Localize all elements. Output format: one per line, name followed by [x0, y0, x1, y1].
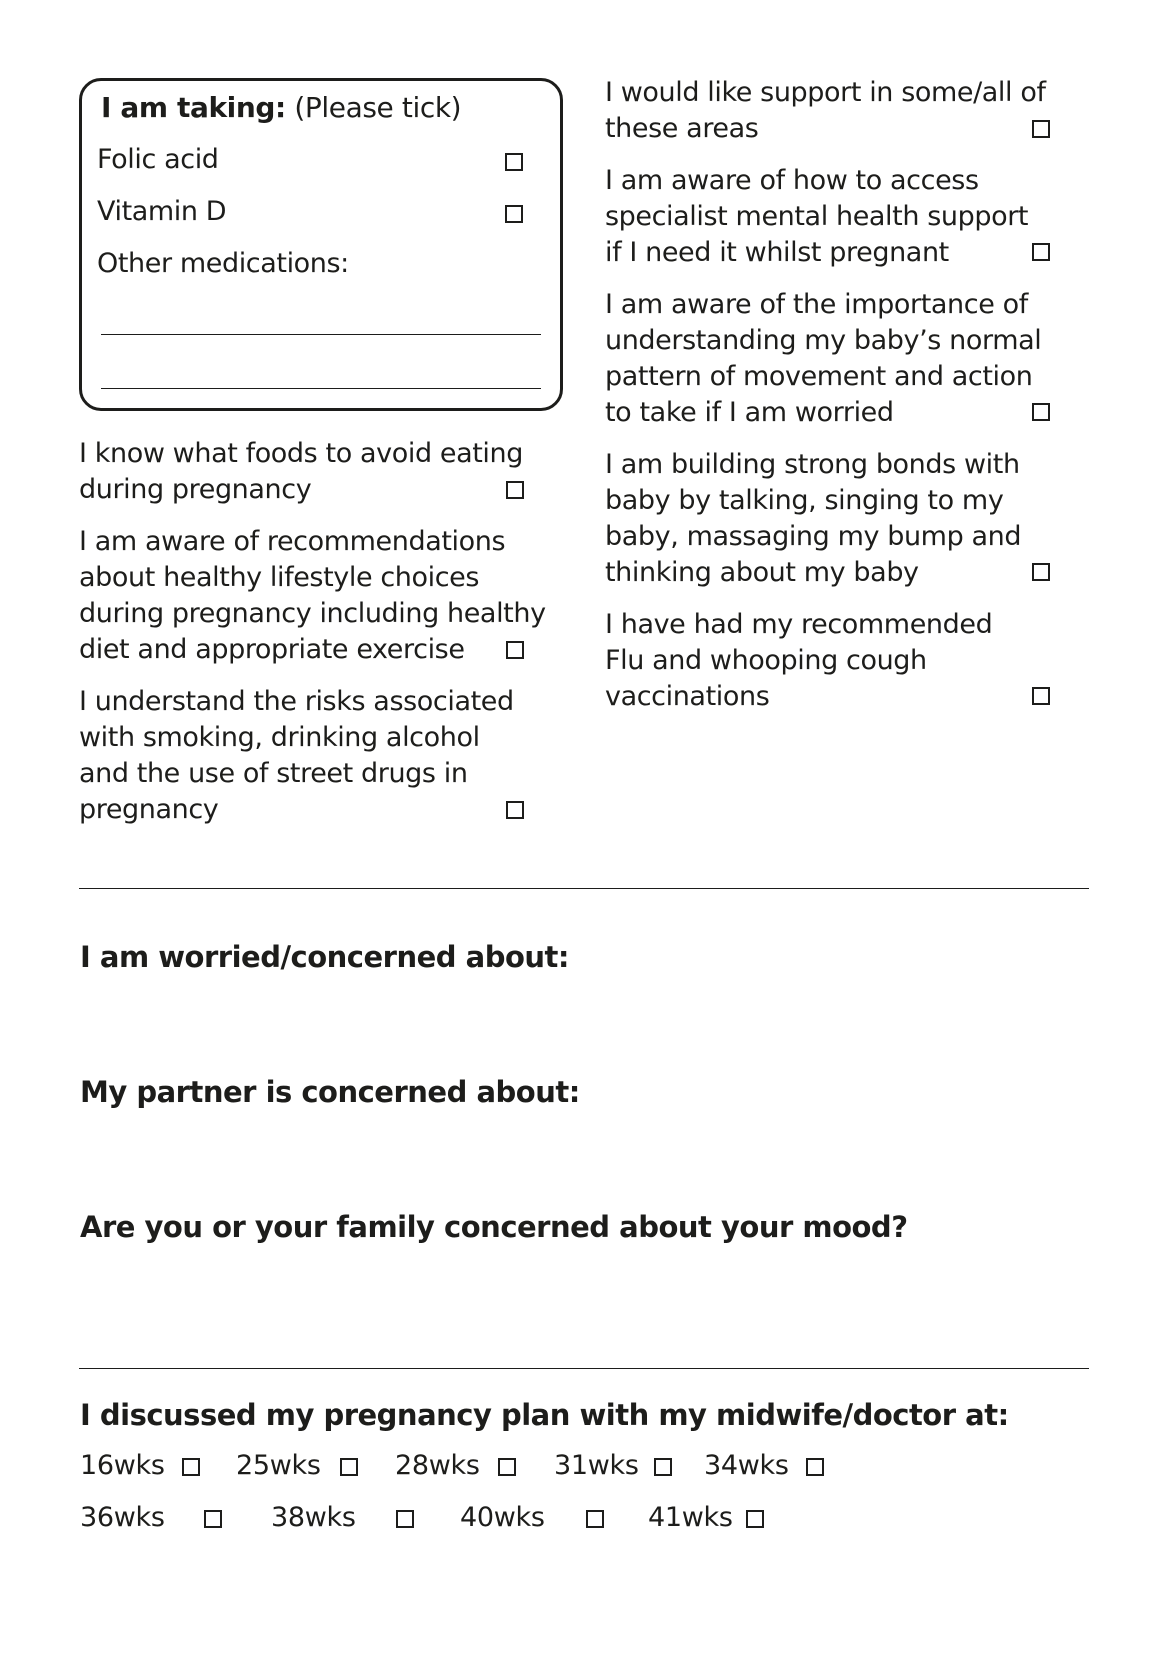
checklist-item-mental-health: [605, 163, 1028, 271]
line: specialist mental health support: [605, 201, 1029, 232]
line: during pregnancy including healthy: [79, 598, 546, 629]
line: baby, massaging my bump and: [605, 521, 1022, 552]
bonding-checkbox[interactable]: [1032, 563, 1050, 581]
week-36-label: 36wks: [80, 1502, 165, 1533]
line: Flu and whooping cough: [605, 645, 927, 676]
medications-title-note: (Please tick): [294, 91, 462, 124]
line: diet and appropriate exercise: [79, 634, 465, 665]
line: these areas: [605, 113, 759, 144]
line: understanding my baby’s normal: [605, 325, 1042, 356]
line: about healthy lifestyle choices: [79, 562, 480, 593]
line: during pregnancy: [79, 474, 312, 505]
partner-concerned-heading: My partner is concerned about:: [80, 1075, 580, 1109]
section-divider-top: [79, 888, 1089, 889]
other-medications-line-1[interactable]: [101, 334, 541, 335]
other-medications-label: Other medications:: [97, 248, 349, 279]
line: with smoking, drinking alcohol: [79, 722, 480, 753]
med-item-folic-acid: Folic acid: [97, 144, 219, 175]
line: baby by talking, singing to my: [605, 485, 1004, 516]
line: vaccinations: [605, 681, 770, 712]
support-checkbox[interactable]: [1032, 120, 1050, 138]
line: and the use of street drugs in: [79, 758, 468, 789]
week-41-checkbox[interactable]: [746, 1510, 764, 1528]
week-31-checkbox[interactable]: [654, 1458, 672, 1476]
week-38-checkbox[interactable]: [396, 1510, 414, 1528]
week-38-label: 38wks: [271, 1502, 356, 1533]
line: to take if I am worried: [605, 397, 894, 428]
checklist-item-risks: [79, 684, 514, 828]
checklist-item-vaccinations: [605, 607, 992, 715]
mental-health-checkbox[interactable]: [1032, 243, 1050, 261]
week-16-label: 16wks: [80, 1450, 165, 1481]
worried-concerned-heading: I am worried/concerned about:: [80, 940, 569, 974]
week-36-checkbox[interactable]: [204, 1510, 222, 1528]
checklist-item-bonding: [605, 447, 1021, 591]
checklist-item-baby-movement: [605, 287, 1041, 431]
line: if I need it whilst pregnant: [605, 237, 949, 268]
risks-checkbox[interactable]: [506, 801, 524, 819]
baby-movement-checkbox[interactable]: [1032, 403, 1050, 421]
week-34-label: 34wks: [704, 1450, 789, 1481]
line: I am aware of the importance of: [605, 289, 1028, 320]
med-item-vitamin-d: Vitamin D: [97, 196, 227, 227]
line: pattern of movement and action: [605, 361, 1033, 392]
vaccinations-checkbox[interactable]: [1032, 687, 1050, 705]
medications-title: [101, 90, 461, 126]
line: I have had my recommended: [605, 609, 993, 640]
medications-box: [79, 78, 563, 411]
healthy-lifestyle-checkbox[interactable]: [506, 641, 524, 659]
line: I am building strong bonds with: [605, 449, 1020, 480]
line: thinking about my baby: [605, 557, 919, 588]
section-divider-bottom: [79, 1368, 1089, 1369]
week-28-checkbox[interactable]: [498, 1458, 516, 1476]
folic-acid-checkbox[interactable]: [505, 153, 523, 171]
week-16-checkbox[interactable]: [182, 1458, 200, 1476]
week-25-label: 25wks: [236, 1450, 321, 1481]
line: pregnancy: [79, 794, 219, 825]
checklist-item-foods-to-avoid: [79, 436, 523, 508]
mood-concern-heading: Are you or your family concerned about your mood?: [80, 1210, 908, 1244]
checklist-item-support: [605, 75, 1046, 147]
pregnancy-plan-heading: I discussed my pregnancy plan with my midwife/doctor at:: [80, 1398, 1009, 1432]
line: I am aware of recommendations: [79, 526, 506, 557]
week-40-checkbox[interactable]: [586, 1510, 604, 1528]
vitamin-d-checkbox[interactable]: [505, 205, 523, 223]
line: I understand the risks associated: [79, 686, 514, 717]
week-40-label: 40wks: [460, 1502, 545, 1533]
checklist-item-healthy-lifestyle: [79, 524, 546, 668]
line: I know what foods to avoid eating: [79, 438, 523, 469]
other-medications-line-2[interactable]: [101, 388, 541, 389]
week-28-label: 28wks: [395, 1450, 480, 1481]
line: I am aware of how to access: [605, 165, 979, 196]
week-34-checkbox[interactable]: [806, 1458, 824, 1476]
week-31-label: 31wks: [554, 1450, 639, 1481]
line: I would like support in some/all of: [605, 77, 1046, 108]
week-41-label: 41wks: [648, 1502, 733, 1533]
week-25-checkbox[interactable]: [340, 1458, 358, 1476]
foods-to-avoid-checkbox[interactable]: [506, 481, 524, 499]
medications-title-bold: I am taking:: [101, 91, 286, 124]
